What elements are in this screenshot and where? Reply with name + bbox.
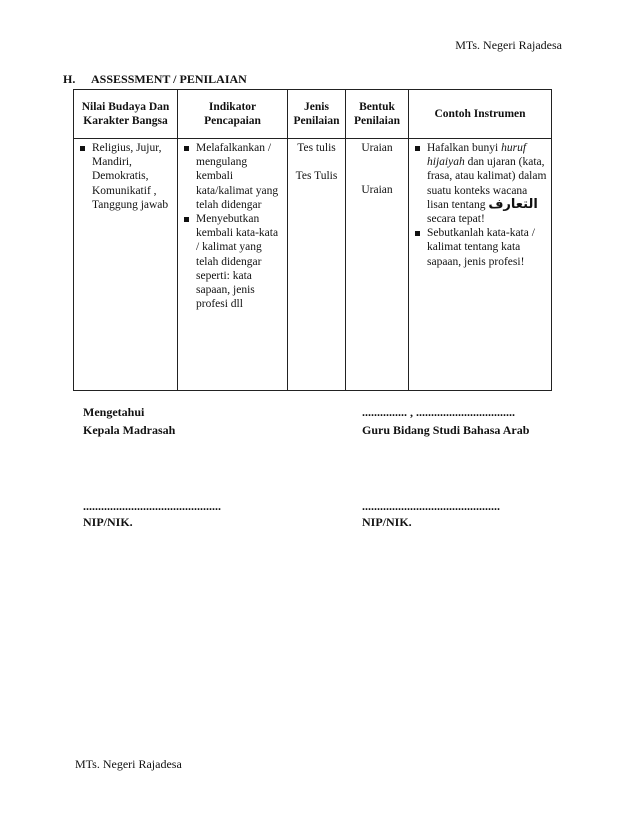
bullet-icon	[182, 141, 196, 212]
sign-right-line1: ............... , .................................	[362, 405, 515, 419]
jenis-1: Tes tulis	[297, 142, 336, 154]
header-nilai: Nilai Budaya Dan Karakter Bangsa	[74, 90, 178, 139]
jenis-2: Tes Tulis	[295, 170, 338, 183]
table-header-row	[74, 90, 552, 139]
bentuk-1: Uraian	[361, 142, 393, 154]
cell-bentuk	[346, 139, 409, 391]
bullet-icon	[182, 212, 196, 311]
sign-left-nip: NIP/NIK.	[83, 515, 133, 529]
arabic-word: التعارف	[488, 196, 538, 212]
header-contoh: Contoh Instrumen	[409, 90, 552, 139]
sign-left-line1: Mengetahui	[83, 405, 145, 419]
cell-jenis	[288, 139, 346, 391]
bullet-icon	[78, 141, 92, 212]
page-footer: MTs. Negeri Rajadesa	[75, 757, 182, 771]
header-indikator: Indikator Pencapaian	[178, 90, 288, 139]
cell-contoh	[409, 139, 552, 391]
section-number: H.	[63, 72, 76, 86]
section-title: ASSESSMENT / PENILAIAN	[91, 72, 247, 86]
header-bentuk: Bentuk Penilaian	[346, 90, 409, 139]
section-heading	[63, 72, 247, 87]
cell-indikator	[178, 139, 288, 391]
indikator-2: Menyebutkan kembali kata-kata / kalimat yang telah didengar seperti: kata sapaan, jenis profesi dll	[196, 213, 279, 311]
sign-left-line2: Kepala Madrasah	[83, 423, 176, 437]
cell-nilai	[74, 139, 178, 391]
bullet-icon	[413, 226, 427, 269]
sign-right-nip: NIP/NIK.	[362, 515, 412, 529]
indikator-1: Melafalkankan / mengulang kembali kata/kalimat yang telah didengar	[196, 142, 279, 211]
bullet-icon	[413, 141, 427, 226]
bentuk-2: Uraian	[361, 184, 393, 197]
nilai-text: Religius, Jujur, Mandiri, Demokratis, Komunikatif , Tanggung jawab	[92, 142, 169, 211]
sign-left-dots: ..............................................	[83, 499, 221, 513]
table-row	[74, 139, 552, 391]
page-header: MTs. Negeri Rajadesa	[455, 38, 562, 52]
instrumen-2: Sebutkanlah kata-kata / kalimat tentang kata sapaan, jenis profesi!	[427, 227, 535, 268]
instrumen-1: Hafalkan bunyi huruf hijaiyah dan ujaran (kata, frasa, atau kalimat) dalam suatu konteks wacana lisan tentang التعارف secara tepat!	[427, 142, 547, 226]
assessment-table	[73, 89, 552, 391]
sign-right-dots: ..............................................	[362, 499, 500, 513]
sign-right-line2: Guru Bidang Studi Bahasa Arab	[362, 423, 530, 437]
header-jenis: Jenis Penilaian	[288, 90, 346, 139]
